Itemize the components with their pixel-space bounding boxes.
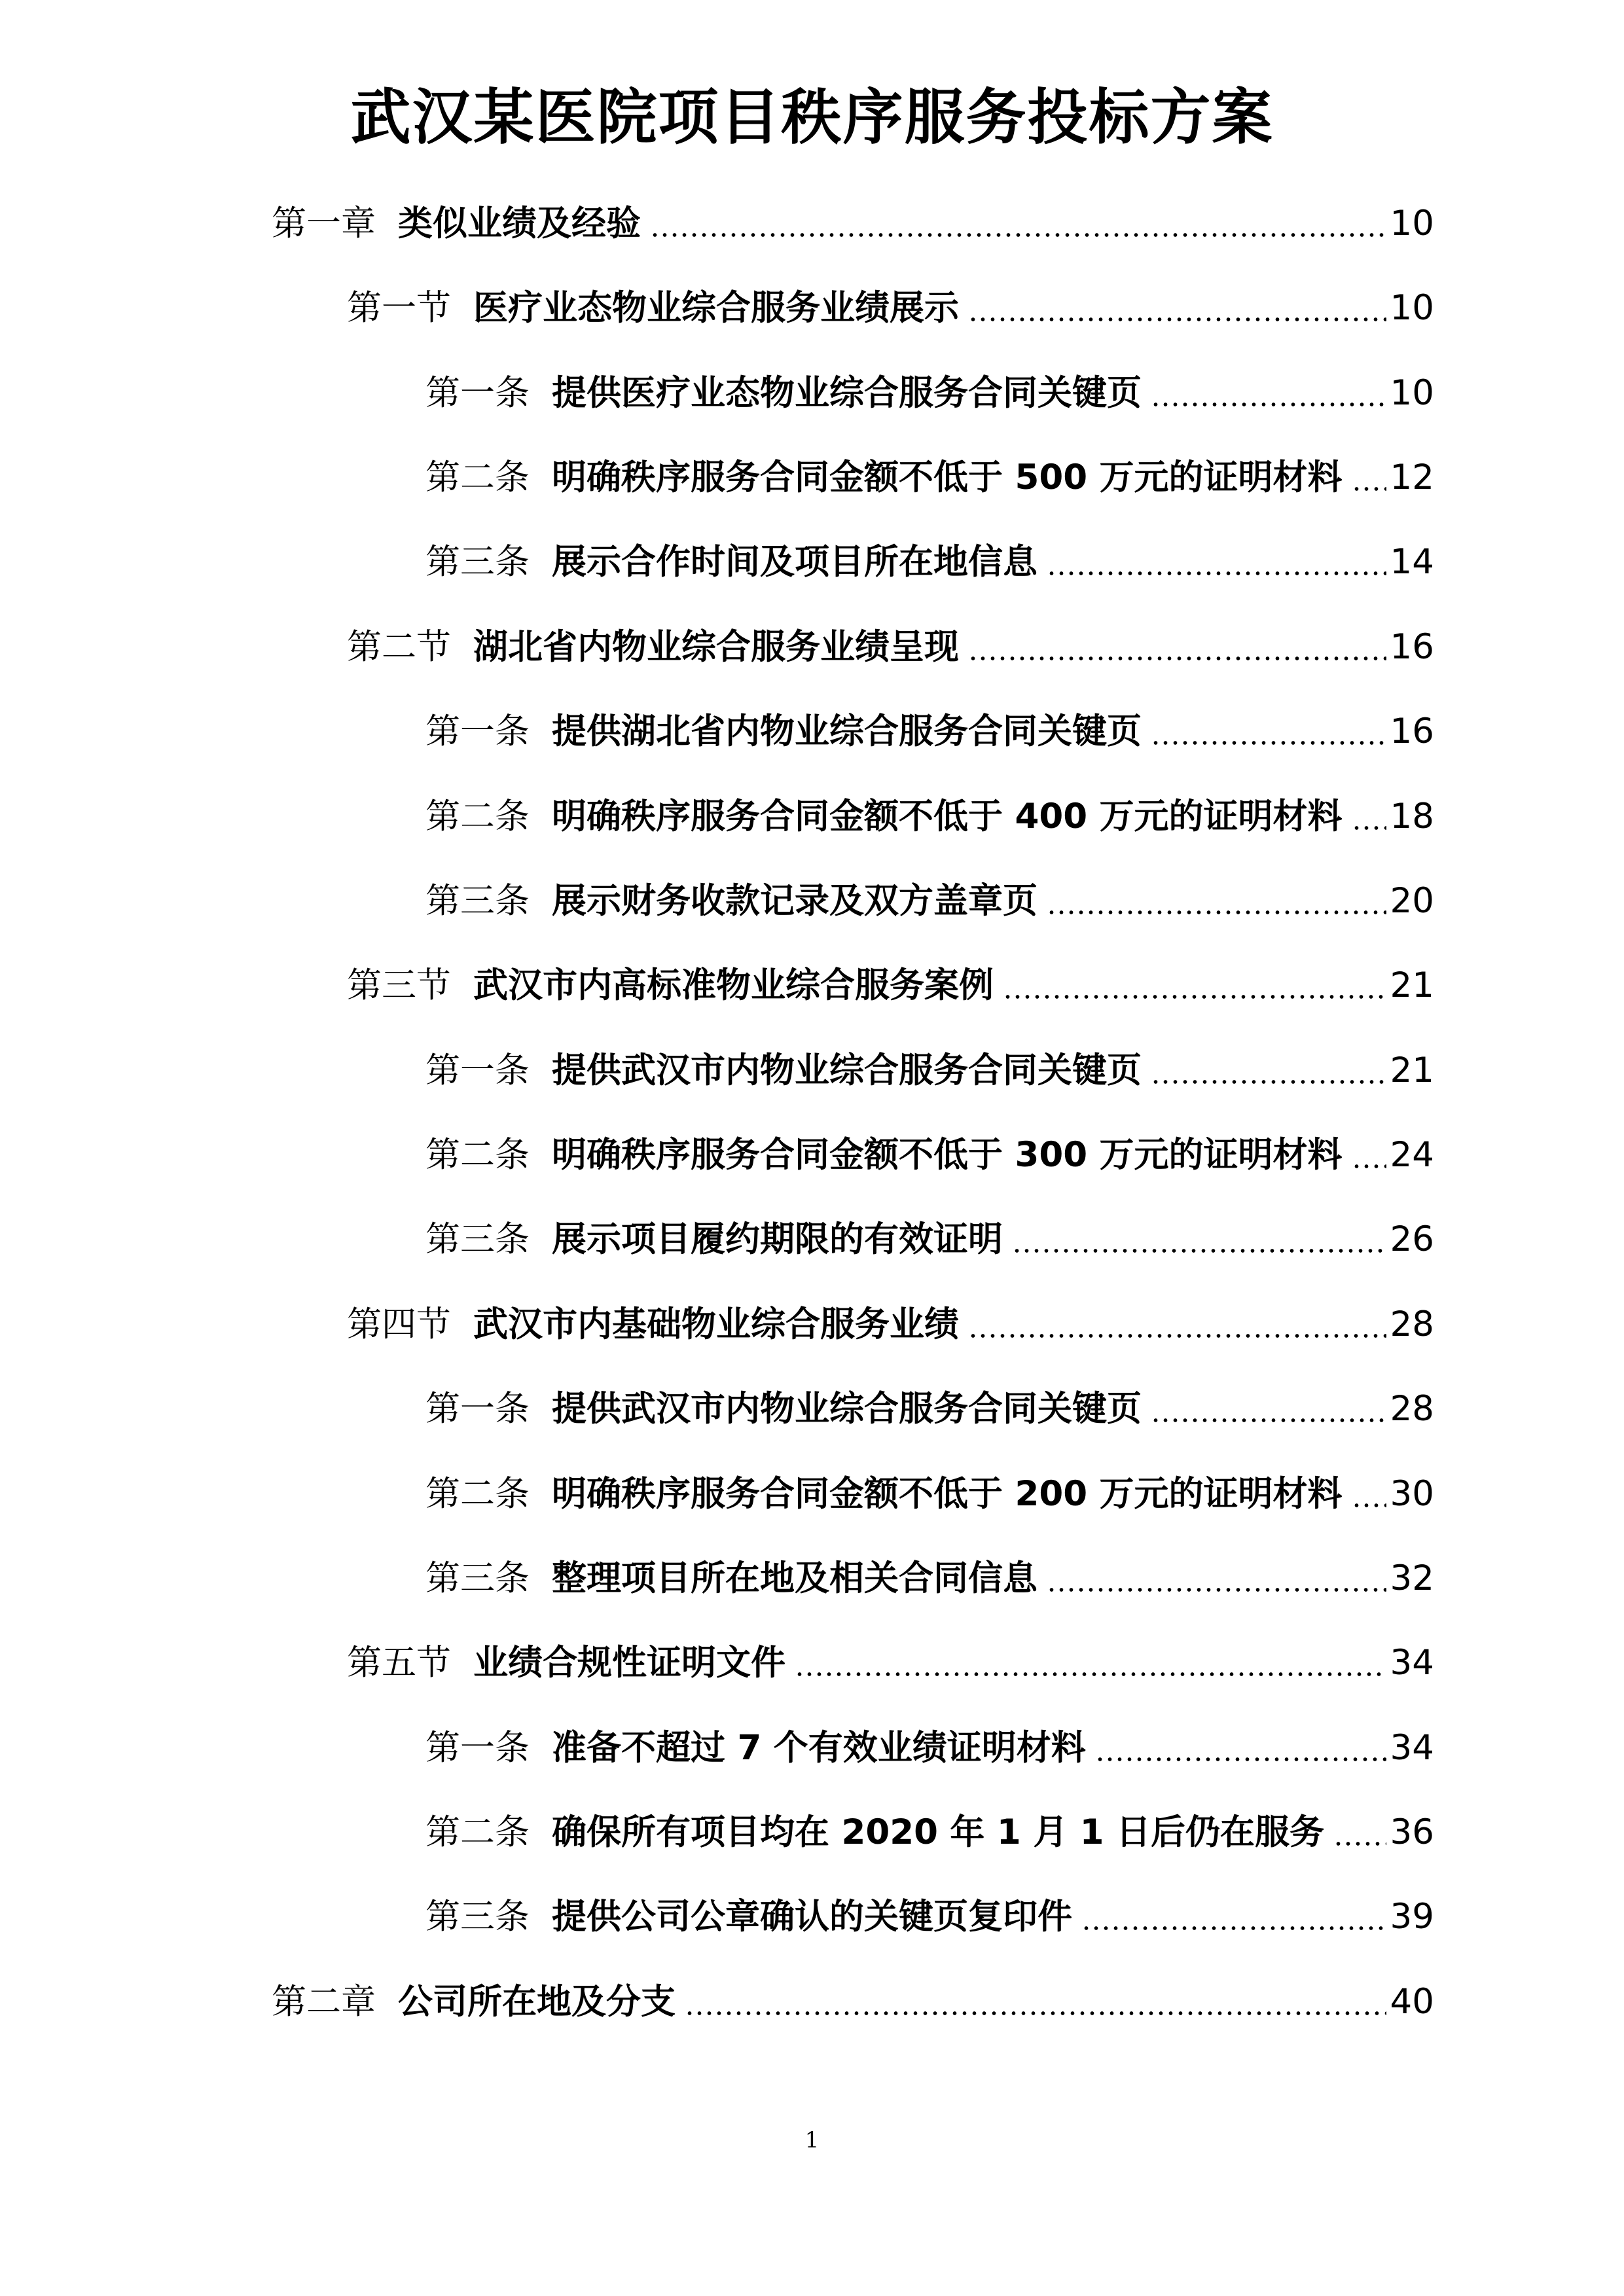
dot-leader xyxy=(968,1332,1386,1340)
toc-page-number: 34 xyxy=(1390,1643,1434,1683)
toc-page-number: 10 xyxy=(1390,373,1434,413)
toc-page-number: 21 xyxy=(1390,965,1434,1005)
toc-page-number: 16 xyxy=(1390,627,1434,667)
dot-leader xyxy=(795,1670,1386,1678)
toc-article-1-5-2[interactable] xyxy=(425,1803,1434,1862)
dot-leader xyxy=(1151,1416,1386,1424)
toc-article-1-2-2[interactable] xyxy=(425,787,1434,846)
toc-text: 湖北省内物业综合服务业绩呈现 xyxy=(473,627,959,667)
toc-label: 第一章 xyxy=(272,204,376,243)
toc-article-1-2-3[interactable] xyxy=(425,872,1434,931)
toc-label: 第二条 xyxy=(425,1135,530,1175)
dot-leader xyxy=(1081,1924,1386,1932)
toc-article-1-4-3[interactable] xyxy=(425,1549,1434,1608)
dot-leader xyxy=(1352,824,1386,832)
toc-text: 明确秩序服务合同金额不低于 200 万元的证明材料 xyxy=(552,1474,1343,1514)
toc-article-1-4-1[interactable] xyxy=(425,1380,1434,1439)
toc-text: 提供公司公章确认的关键页复印件 xyxy=(552,1897,1072,1937)
toc-section-1-2[interactable] xyxy=(347,618,1434,677)
toc-text: 类似业绩及经验 xyxy=(398,204,641,243)
toc-page-number: 28 xyxy=(1390,1389,1434,1429)
toc-page-number: 36 xyxy=(1390,1812,1434,1852)
toc-article-1-2-1[interactable] xyxy=(425,702,1434,761)
toc-text: 武汉市内基础物业综合服务业绩 xyxy=(473,1304,959,1344)
toc-page-number: 10 xyxy=(1390,204,1434,243)
toc-label: 第二条 xyxy=(425,1474,530,1514)
toc-article-1-4-2[interactable] xyxy=(425,1465,1434,1524)
toc-text: 提供湖北省内物业综合服务合同关键页 xyxy=(552,711,1142,751)
toc-label: 第二节 xyxy=(347,627,451,667)
toc-text: 展示项目履约期限的有效证明 xyxy=(552,1219,1003,1259)
dot-leader xyxy=(1095,1755,1386,1763)
toc-text: 提供武汉市内物业综合服务合同关键页 xyxy=(552,1050,1142,1090)
toc-article-1-1-2[interactable] xyxy=(425,448,1434,507)
toc-text: 明确秩序服务合同金额不低于 400 万元的证明材料 xyxy=(552,797,1343,836)
toc-page-number: 12 xyxy=(1390,457,1434,497)
dot-leader xyxy=(968,655,1386,662)
dot-leader xyxy=(1333,1840,1386,1848)
toc-label: 第二章 xyxy=(272,1982,376,2022)
dot-leader xyxy=(1003,993,1386,1001)
toc-label: 第一条 xyxy=(425,711,530,751)
toc-label: 第二条 xyxy=(425,1812,530,1852)
dot-leader xyxy=(1012,1247,1386,1255)
toc-article-1-3-1[interactable] xyxy=(425,1041,1434,1100)
document-title: 武汉某医院项目秩序服务投标方案 xyxy=(350,82,1274,152)
toc-article-1-3-2[interactable] xyxy=(425,1126,1434,1185)
toc-label: 第五节 xyxy=(347,1643,451,1683)
toc-label: 第三节 xyxy=(347,965,451,1005)
dot-leader xyxy=(1352,1501,1386,1509)
toc-label: 第三条 xyxy=(425,1897,530,1937)
toc-page-number: 40 xyxy=(1390,1982,1434,2022)
toc-text: 准备不超过 7 个有效业绩证明材料 xyxy=(552,1728,1086,1768)
toc-page-number: 32 xyxy=(1390,1558,1434,1598)
toc-page-number: 30 xyxy=(1390,1474,1434,1514)
toc-label: 第三条 xyxy=(425,1219,530,1259)
toc-text: 确保所有项目均在 2020 年 1 月 1 日后仍在服务 xyxy=(552,1812,1324,1852)
toc-section-1-4[interactable] xyxy=(347,1295,1434,1354)
toc-text: 明确秩序服务合同金额不低于 300 万元的证明材料 xyxy=(552,1135,1343,1175)
toc-label: 第二条 xyxy=(425,457,530,497)
toc-label: 第二条 xyxy=(425,797,530,836)
toc-page-number: 28 xyxy=(1390,1304,1434,1344)
dot-leader xyxy=(650,231,1386,239)
toc-page-number: 14 xyxy=(1390,542,1434,582)
toc-text: 提供医疗业态物业综合服务合同关键页 xyxy=(552,373,1142,413)
toc-page-number: 24 xyxy=(1390,1135,1434,1175)
toc-label: 第三条 xyxy=(425,1558,530,1598)
toc-article-1-1-3[interactable] xyxy=(425,533,1434,592)
toc-article-1-5-1[interactable] xyxy=(425,1719,1434,1778)
toc-section-1-5[interactable] xyxy=(347,1634,1434,1693)
toc-page-number: 20 xyxy=(1390,881,1434,921)
toc-page-number: 21 xyxy=(1390,1050,1434,1090)
toc-label: 第一条 xyxy=(425,1728,530,1768)
dot-leader xyxy=(1047,569,1386,577)
toc-chapter-2[interactable] xyxy=(272,1973,1434,2032)
toc-page-number: 26 xyxy=(1390,1219,1434,1259)
toc-text: 医疗业态物业综合服务业绩展示 xyxy=(473,288,959,328)
dot-leader xyxy=(1352,485,1386,493)
toc-label: 第四节 xyxy=(347,1304,451,1344)
dot-leader xyxy=(1151,1078,1386,1086)
toc-section-1-1[interactable] xyxy=(347,279,1434,338)
toc-chapter-1[interactable] xyxy=(272,194,1434,253)
toc-section-1-3[interactable] xyxy=(347,956,1434,1015)
toc-page-number: 10 xyxy=(1390,288,1434,328)
dot-leader xyxy=(968,315,1386,323)
toc-label: 第一条 xyxy=(425,1050,530,1090)
toc-article-1-5-3[interactable] xyxy=(425,1888,1434,1946)
toc-text: 明确秩序服务合同金额不低于 500 万元的证明材料 xyxy=(552,457,1343,497)
toc-article-1-1-1[interactable] xyxy=(425,364,1434,423)
dot-leader xyxy=(1047,1586,1386,1594)
toc-label: 第三条 xyxy=(425,881,530,921)
dot-leader xyxy=(1151,401,1386,408)
toc-page-number: 34 xyxy=(1390,1728,1434,1768)
dot-leader xyxy=(1352,1162,1386,1170)
toc-page-number: 18 xyxy=(1390,797,1434,836)
dot-leader xyxy=(1047,908,1386,916)
toc-text: 整理项目所在地及相关合同信息 xyxy=(552,1558,1038,1598)
dot-leader xyxy=(1151,739,1386,747)
toc-label: 第一条 xyxy=(425,1389,530,1429)
dot-leader xyxy=(685,2009,1386,2017)
toc-page-number: 39 xyxy=(1390,1897,1434,1937)
toc-article-1-3-3[interactable] xyxy=(425,1210,1434,1269)
toc-label: 第一条 xyxy=(425,373,530,413)
toc-text: 公司所在地及分支 xyxy=(398,1982,676,2022)
toc-text: 展示财务收款记录及双方盖章页 xyxy=(552,881,1038,921)
toc-text: 提供武汉市内物业综合服务合同关键页 xyxy=(552,1389,1142,1429)
toc-label: 第一节 xyxy=(347,288,451,328)
toc-label: 第三条 xyxy=(425,542,530,582)
toc-text: 业绩合规性证明文件 xyxy=(473,1643,785,1683)
page-number: 1 xyxy=(804,2127,820,2153)
toc-page-number: 16 xyxy=(1390,711,1434,751)
toc-text: 展示合作时间及项目所在地信息 xyxy=(552,542,1038,582)
toc-text: 武汉市内高标准物业综合服务案例 xyxy=(473,965,994,1005)
